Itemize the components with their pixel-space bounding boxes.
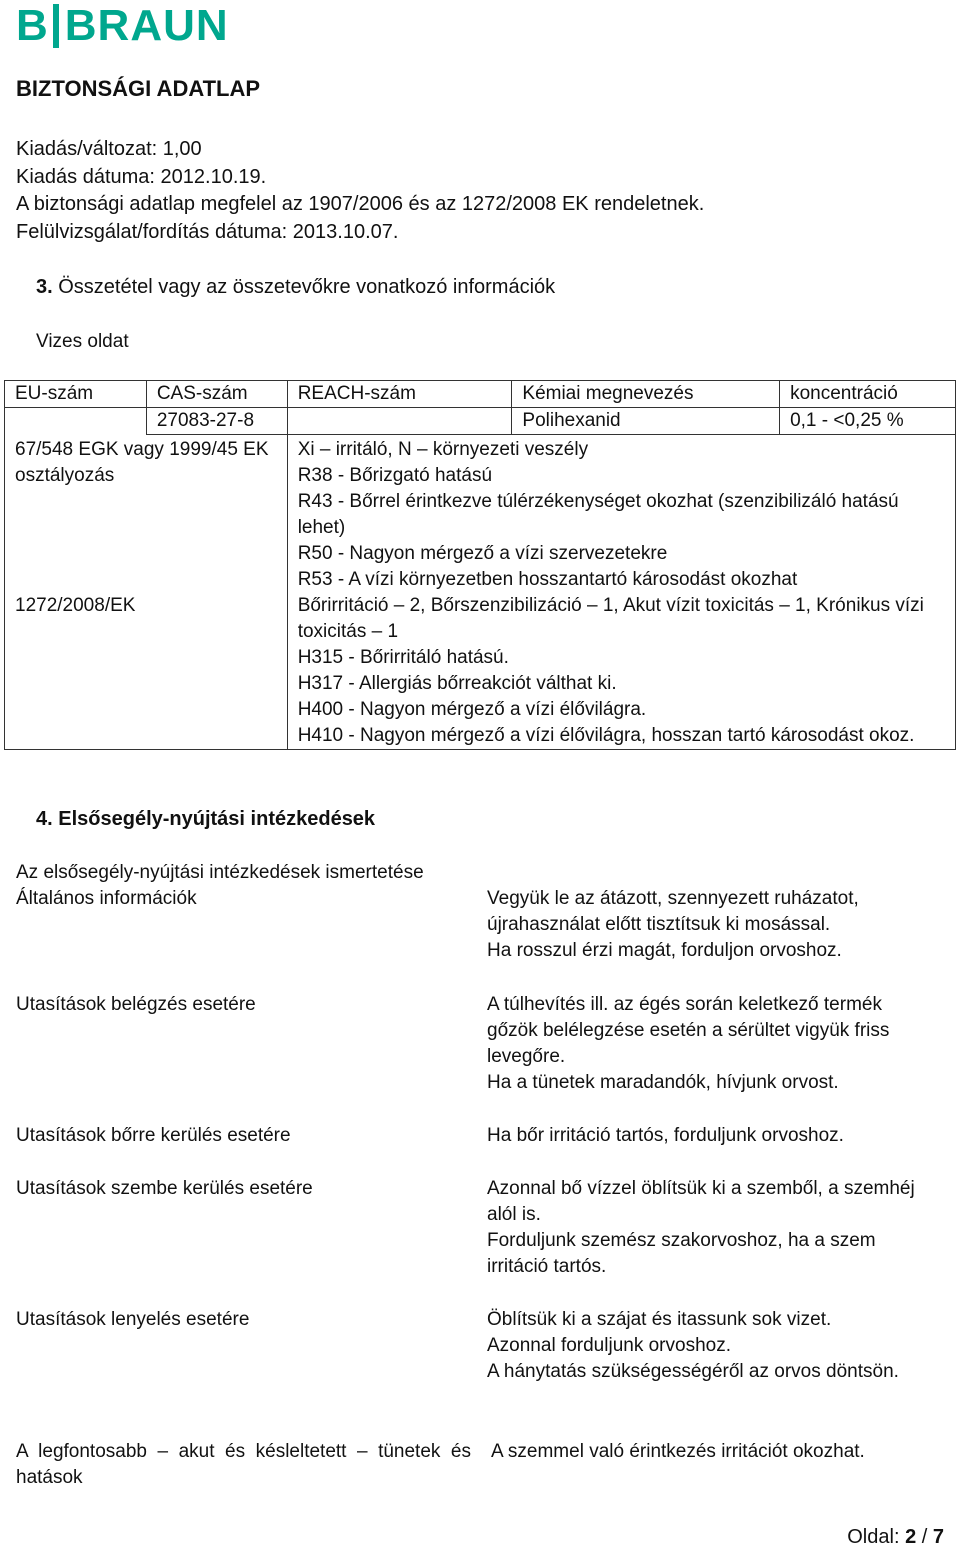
text-line: Öblítsük ki a szájat és itassunk sok vizet. xyxy=(487,1309,832,1330)
classification-line: R38 - Bőrizgató hatású xyxy=(297,465,493,486)
logo-divider xyxy=(53,4,59,48)
classification-line: H315 - Bőrirritáló hatású. xyxy=(297,647,509,668)
classification-label-clp: 1272/2008/EK xyxy=(5,593,288,750)
cell-cas-number: 27083-27-8 xyxy=(146,408,287,435)
header-reach-number: REACH-szám xyxy=(287,381,512,408)
classification-lines-dsd xyxy=(287,435,955,594)
text-line: irritáció tartós. xyxy=(487,1256,607,1277)
section-3-subtitle: Vizes oldat xyxy=(36,331,129,352)
first-aid-label-ingestion: Utasítások lenyelés esetére xyxy=(16,1309,250,1330)
meta-regulation: A biztonsági adatlap megfelel az 1907/2006 és az 1272/2008 EK rendeletnek. xyxy=(16,193,705,215)
text-line: Ha rosszul érzi magát, forduljon orvoshoz. xyxy=(487,940,842,961)
classification-line: Xi – irritáló, N – környezeti veszély xyxy=(297,439,589,460)
cell-concentration: 0,1 - <0,25 % xyxy=(780,408,956,435)
logo-name: BRAUN xyxy=(64,1,229,50)
section-4-number: 4. xyxy=(36,808,53,830)
text-line: Forduljunk szemész szakorvoshoz, ha a szem xyxy=(487,1230,876,1251)
text-line: alól is. xyxy=(487,1204,541,1225)
cell-eu-number xyxy=(5,408,147,435)
header-cas-number: CAS-szám xyxy=(146,381,287,408)
footer-separator: / xyxy=(921,1526,928,1548)
header-chemical-name: Kémiai megnevezés xyxy=(512,381,780,408)
meta-issue-date: Kiadás dátuma: 2012.10.19. xyxy=(16,166,267,188)
first-aid-intro: Az elsősegély-nyújtási intézkedések ismertetése xyxy=(16,862,424,883)
cell-chemical-name: Polihexanid xyxy=(512,408,780,435)
meta-revision-date: Felülvizsgálat/fordítás dátuma: 2013.10.07. xyxy=(16,221,399,243)
composition-table xyxy=(4,380,956,750)
footer-page-total: 7 xyxy=(932,1526,944,1548)
footer-label: Oldal: xyxy=(847,1526,900,1548)
section-4-title: Elsősegély-nyújtási intézkedések xyxy=(58,808,376,830)
first-aid-text-general xyxy=(487,886,942,964)
text-line: gőzök belélegzése esetén a sérültet vigyük friss xyxy=(487,1020,890,1041)
classification-line: R53 - A vízi környezetben hosszantartó károsodást okozhat xyxy=(297,569,798,590)
text-line: Ha bőr irritáció tartós, forduljunk orvoshoz. xyxy=(487,1125,844,1146)
text-line: A túlhevítés ill. az égés során keletkező termék xyxy=(487,994,882,1015)
text-line: Azonnal bő vízzel öblítsük ki a szemből, a szemhéj xyxy=(487,1178,915,1199)
section-4-heading xyxy=(36,808,375,831)
classification-line: H317 - Allergiás bőrreakciót válthat ki. xyxy=(297,673,617,694)
document-title: BIZTONSÁGI ADATLAP xyxy=(16,76,261,101)
logo-letter: B xyxy=(16,1,49,50)
text-line: levegőre. xyxy=(487,1046,566,1067)
classification-label-dsd: 67/548 EGK vagy 1999/45 EK osztályozás xyxy=(5,435,288,594)
classification-row-dsd xyxy=(5,435,956,594)
first-aid-label-eye: Utasítások szembe kerülés esetére xyxy=(16,1178,313,1199)
footer-page-number: 2 xyxy=(905,1526,917,1548)
classification-line: H410 - Nagyon mérgező a vízi élővilágra, hosszan tartó károsodást okoz. xyxy=(297,725,915,746)
symptoms-text: A szemmel való érintkezés irritációt okozhat. xyxy=(491,1441,865,1462)
meta-version: Kiadás/változat: 1,00 xyxy=(16,138,202,160)
text-line: Azonnal forduljunk orvoshoz. xyxy=(487,1335,731,1356)
text-line: Ha a tünetek maradandók, hívjunk orvost. xyxy=(487,1072,839,1093)
cell-reach-number xyxy=(287,408,512,435)
text-line: újrahasználat előtt tisztítsuk ki mosással. xyxy=(487,914,831,935)
text-line: Vegyük le az átázott, szennyezett ruházatot, xyxy=(487,888,859,909)
first-aid-text-inhalation xyxy=(487,992,942,1096)
brand-logo xyxy=(16,2,229,50)
header-concentration: koncentráció xyxy=(780,381,956,408)
section-3-title: Összetétel vagy az összetevőkre vonatkozó információk xyxy=(58,276,556,298)
first-aid-label-general: Általános információk xyxy=(16,888,197,909)
page-footer xyxy=(847,1526,944,1549)
classification-line: R50 - Nagyon mérgező a vízi szervezetekre xyxy=(297,543,668,564)
section-3-heading xyxy=(36,276,555,299)
classification-line: Bőrirritáció – 2, Bőrszenzibilizáció – 1, Akut vízit toxicitás – 1, Krónikus vízi toxicitás – 1 xyxy=(297,595,924,642)
table-row xyxy=(5,408,956,435)
first-aid-label-inhalation: Utasítások belégzés esetére xyxy=(16,994,256,1015)
first-aid-label-skin: Utasítások bőrre kerülés esetére xyxy=(16,1125,291,1146)
text-line: A hánytatás szükségességéről az orvos döntsön. xyxy=(487,1361,899,1382)
classification-row-clp xyxy=(5,593,956,750)
classification-line: H400 - Nagyon mérgező a vízi élővilágra. xyxy=(297,699,647,720)
header-eu-number: EU-szám xyxy=(5,381,147,408)
table-header-row xyxy=(5,381,956,408)
symptoms-label: A legfontosabb – akut és késleltetett – tünetek és hatások xyxy=(16,1441,471,1488)
first-aid-text-ingestion xyxy=(487,1307,942,1385)
section-3-number: 3. xyxy=(36,276,53,298)
first-aid-text-skin xyxy=(487,1123,942,1149)
classification-lines-clp xyxy=(287,593,955,750)
classification-line: R43 - Bőrrel érintkezve túlérzékenységet okozhat (szenzibilizáló hatású lehet) xyxy=(297,491,899,538)
first-aid-text-eye xyxy=(487,1176,942,1280)
